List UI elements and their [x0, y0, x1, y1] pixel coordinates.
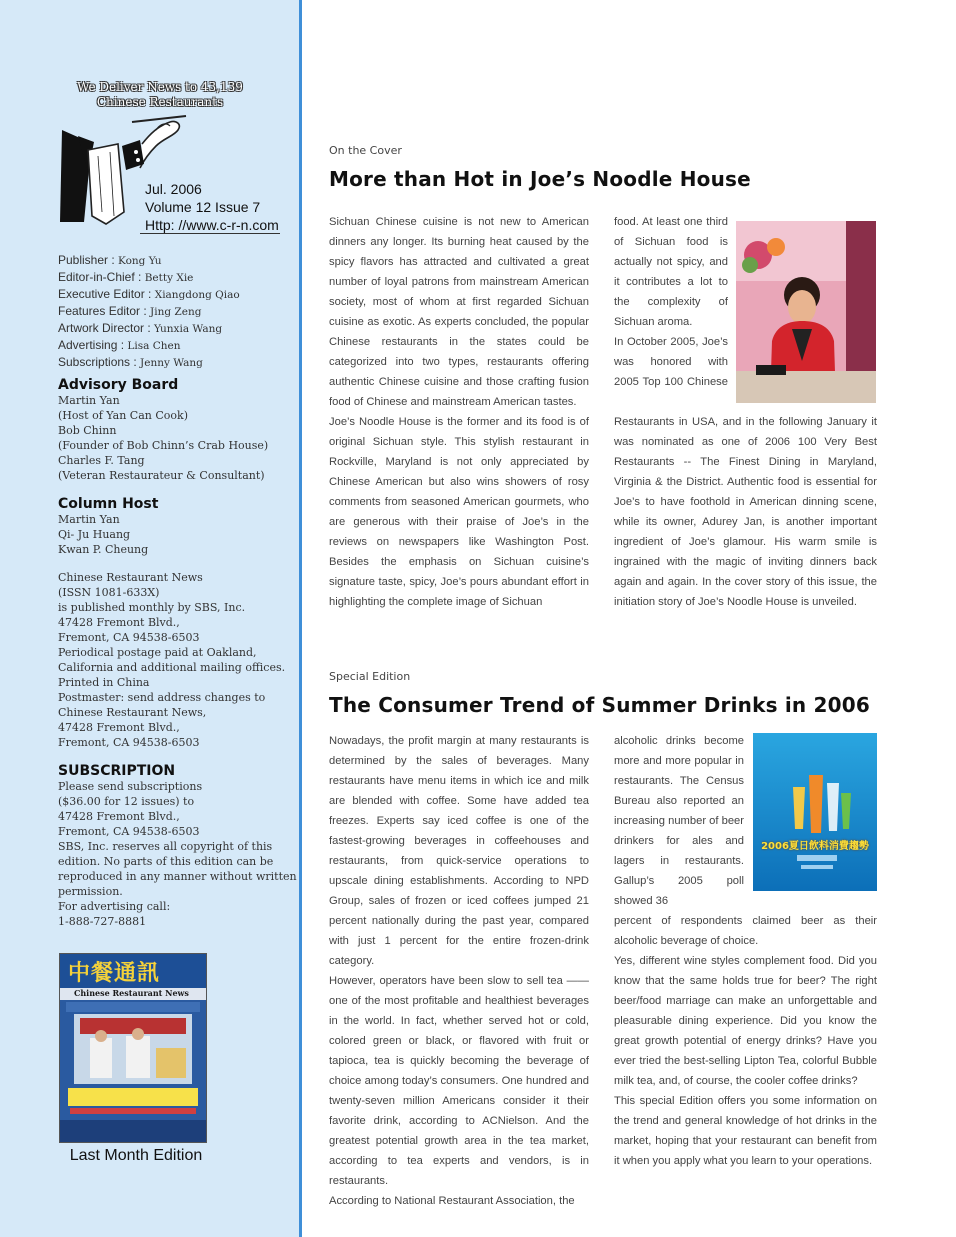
paragraph: Sichuan Chinese cuisine is not new to American dinners any longer. Its burning heat caused by the spicy flavors has attracted and cultivated a great number of loyal patrons from mainstream American society, most of whom at first regarded Sichuan cuisine as exotic. As experts concluded, the popular Chinese restaurants in the states could be categorized into two types, restaurants offering authentic Chinese cuisine and those crafting fusion food of Chinese and mainstream American tastes. — [329, 216, 589, 408]
staff-line: Executive Editor : Xiangdong Qiao — [58, 287, 240, 301]
column-host-line: Kwan P. Cheung — [58, 543, 149, 556]
subscription-line: edition. No parts of this edition can be — [58, 855, 274, 868]
paragraph: This special Edition offers you some information on the trend and general knowledge of hot drinks in the market, hoping that your restaurant can benefit from it when you apply what you learn to your operations. — [614, 1095, 877, 1167]
publication-line: Chinese Restaurant News, — [58, 706, 207, 719]
paragraph: percent of respondents claimed beer as their alcoholic beverage of choice. — [614, 915, 877, 947]
publication-line: (ISSN 1081-633X) — [58, 586, 160, 599]
column-host-list — [58, 512, 298, 557]
advisory-line: (Founder of Bob Chinn’s Crab House) — [58, 439, 269, 452]
cover-story-column-2-wrap — [614, 212, 728, 392]
paragraph: Joe’s Noodle House is the former and its food is of original Sichuan style. This stylish restaurant in Rockville, Maryland is not only appreciated by Chinese American but also wins showers of rosy comments from seasoned American gourmets, who are generous with their praise of Joe’s in the reviews on newspapers like Washington Post. Besides the emphasis on Sichuan cuisine’s signature taste, spicy, Joe’s pours abundant effort in highlighting the complete image of Sichuan — [329, 416, 589, 608]
advisory-line: Martin Yan — [58, 394, 120, 407]
subscription-line: For advertising call: — [58, 900, 171, 913]
subscription-line: Please send subscriptions — [58, 780, 203, 793]
staff-line: Artwork Director : Yunxia Wang — [58, 321, 223, 335]
issue-date: Jul. 2006 — [145, 181, 202, 197]
column-host-line: Qi- Ju Huang — [58, 528, 131, 541]
cover-story — [329, 144, 877, 191]
special-edition-kicker: Special Edition — [329, 670, 411, 683]
paragraph: alcoholic drinks become more and more popular in restaurants. The Census Bureau also reported an increasing number of beer drinkers for ales and lagers in restaurants. Gallup’s 2005 poll showed 36 — [614, 735, 744, 907]
subscription-heading: SUBSCRIPTION — [58, 763, 176, 779]
subscription-line: SBS, Inc. reserves all copyright of this — [58, 840, 273, 853]
advisory-board — [58, 377, 298, 483]
staff-line: Features Editor : Jing Zeng — [58, 304, 202, 318]
owner-photo — [736, 221, 876, 403]
publication-line: 47428 Fremont Blvd., — [58, 721, 180, 734]
summer-drinks-photo-caption: 2006夏日飲料消費趨勢 — [761, 841, 869, 852]
advisory-line: Charles F. Tang — [58, 454, 145, 467]
staff-line: Subscriptions : Jenny Wang — [58, 355, 203, 369]
publication-line: Printed in China — [58, 676, 150, 689]
last-month-cover-title-en: Chinese Restaurant News — [74, 988, 189, 998]
publication-line: Fremont, CA 94538-6503 — [58, 736, 200, 749]
summer-drinks-photo — [753, 733, 877, 891]
publication-line: Fremont, CA 94538-6503 — [58, 631, 200, 644]
staff-line: Editor-in-Chief : Betty Xie — [58, 270, 194, 284]
publication-line: Periodical postage paid at Oakland, — [58, 646, 257, 659]
advisory-board-list — [58, 393, 298, 483]
paragraph: However, operators have been slow to sell tea —— one of the most profitable and healthiest beverages in the world. In fact, whether served hot or cold, colored green or black, or flavored with fruit or tapioca, tea is quickly becoming the beverage of choice among today’s consumers. One hundred and twenty-seven million Americans consider it their favorite drink, according to ACNielson. And the greatest potential growth area in the tea market, according to tea experts and vendors, is in restaurants. — [329, 975, 589, 1187]
last-month-caption: Last Month Edition — [69, 1147, 203, 1164]
issue-volume: Volume 12 Issue 7 — [145, 199, 261, 215]
special-edition-headline[interactable]: The Consumer Trend of Summer Drinks in 2006 — [329, 693, 870, 717]
publication-line: Postmaster: send address changes to — [58, 691, 266, 704]
issue-url[interactable]: Http: //www.c-r-n.com — [145, 217, 279, 233]
subscription-line: Fremont, CA 94538-6503 — [58, 825, 200, 838]
subscription-list — [58, 779, 298, 929]
column-host-heading: Column Host — [58, 496, 159, 512]
subscription-line: ($36.00 for 12 issues) to — [58, 795, 195, 808]
advisory-line: Bob Chinn — [58, 424, 117, 437]
special-edition-column-2-wrap — [614, 731, 744, 911]
subscription-line: 47428 Fremont Blvd., — [58, 810, 180, 823]
paragraph: food. At least one third of Sichuan food is actually not spicy, and it contributes a lot to the complexity of Sichuan aroma. — [614, 216, 728, 328]
subscription-line: reproduced in any manner without written — [58, 870, 297, 883]
issue-info — [145, 180, 279, 234]
paragraph: Restaurants in USA, and in the following January it was nominated as one of 2006 100 Very Best Restaurants -- The Finest Dining in Maryland, Virginia & the District. Authentic food is essential for Joe’s to have foothold in American dinning scene, while its owner, Adurey Jan, is another important ingredient of Joe’s glamour. His warm smile is ingrained with the magic of inviting dinners back again and again. In the cover story of this issue, the initiation story of Joe’s Noodle House is unveiled. — [614, 416, 877, 608]
cover-story-headline[interactable]: More than Hot in Joe’s Noodle House — [329, 167, 751, 191]
staff-line: Publisher : Kong Yu — [58, 253, 162, 267]
sidebar — [0, 0, 302, 1237]
publication-line: Chinese Restaurant News — [58, 571, 203, 584]
paragraph: In October 2005, Joe’s was honored with 2005 Top 100 Chinese — [614, 336, 728, 388]
cover-story-column-1 — [329, 212, 589, 612]
paragraph: Yes, different wine styles complement food. Did you know that the same holds true for beer? The right beer/food marriage can make an unforgettable and pleasurable dining experience. Did you know the great growth potential of energy drinks? Have you ever tried the best-selling Lipton Tea, colorful Bubble milk tea, and, of course, the cooler coffee drinks? — [614, 955, 877, 1087]
subscription-info — [58, 763, 298, 929]
publication-line: 47428 Fremont Blvd., — [58, 616, 180, 629]
masthead-tagline: We Deliver News to 43,139 Chinese Restaurants — [77, 80, 243, 109]
paragraph: Nowadays, the profit margin at many restaurants is determined by the sales of beverages. Many restaurants have menu items in which ice and milk are blended with coffee. Some have added tea freezes. Experts say iced coffee is one of the fastest-growing beverages in coffeehouses and restaurants, from quick-service operations to upscale dining establishments. According to NPD Group, sales of frozen or iced coffees jumped 21 percent nationally during the past year, compared with just 1 percent for the entire frozen-drink category. — [329, 735, 589, 967]
issue-divider — [140, 233, 280, 234]
subscription-line: permission. — [58, 885, 123, 898]
subscription-line: 1-888-727-8881 — [58, 915, 147, 928]
last-month-cover-thumbnail[interactable] — [59, 953, 207, 1143]
last-month-cover-title-cn: 中餐通訊 — [68, 961, 161, 986]
publication-line: California and additional mailing offices. — [58, 661, 286, 674]
advisory-line: (Host of Yan Can Cook) — [58, 409, 188, 422]
advisory-line: (Veteran Restaurateur & Consultant) — [58, 469, 265, 482]
publication-info — [58, 570, 298, 750]
column-host-line: Martin Yan — [58, 513, 120, 526]
cover-story-column-2-full — [614, 412, 877, 612]
special-edition-column-1 — [329, 731, 589, 1211]
special-edition — [329, 670, 877, 717]
advisory-board-heading: Advisory Board — [58, 377, 179, 393]
staff-list — [58, 252, 298, 371]
special-edition-column-2-full — [614, 911, 877, 1171]
column-host — [58, 496, 298, 557]
publication-line: is published monthly by SBS, Inc. — [58, 601, 246, 614]
paragraph: According to National Restaurant Association, the — [329, 1195, 575, 1207]
cover-story-kicker: On the Cover — [329, 144, 402, 157]
staff-line: Advertising : Lisa Chen — [58, 338, 181, 352]
